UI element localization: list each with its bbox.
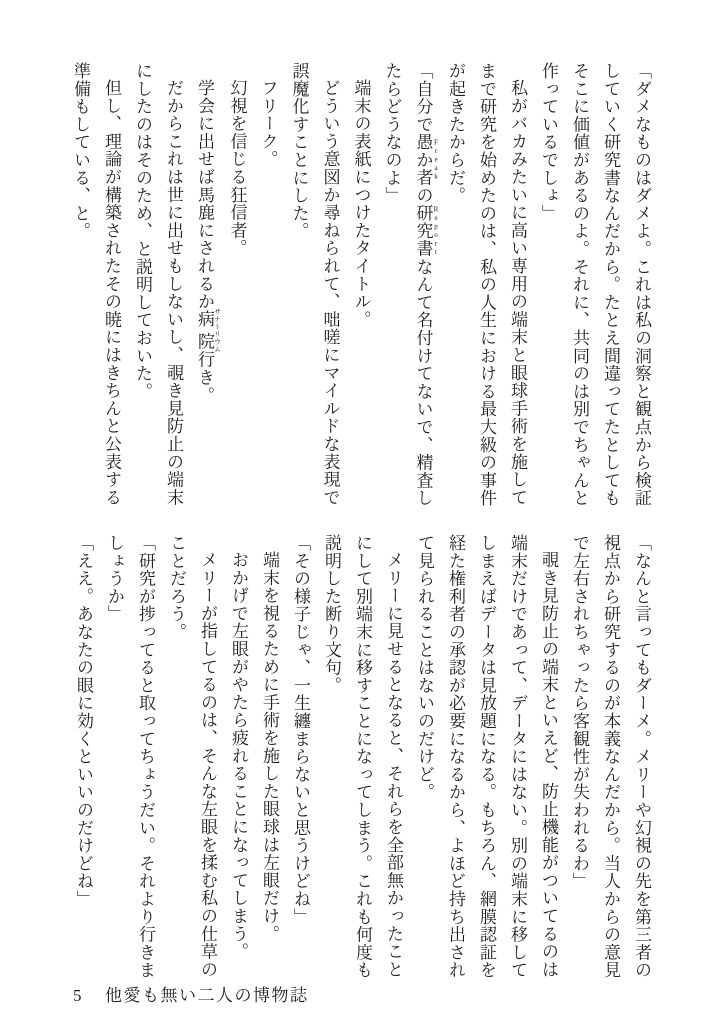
paragraph: 「研究が捗ってると取ってちょうだい。それより行きま しょうか」 xyxy=(105,534,155,979)
paragraph: だからこれは世に出せもしないし、覗き見防止の端末 にしたのはそのため、と説明しておいた。 xyxy=(133,62,183,507)
text-block-bottom xyxy=(68,534,657,996)
text-block-top xyxy=(65,62,657,524)
running-title: 他愛も無い二人の博物誌 xyxy=(105,986,309,1005)
paragraph: メリーに見せるとなると、それらを全部無かったこと にして別端末に移すことになってしまう。これも何度も 説明した断り文句。 xyxy=(322,534,403,979)
paragraph: おかげで左眼がやたら疲れることになってしまう。 xyxy=(229,551,248,961)
paragraph: 学会に出せば馬鹿にされるか病院 サナトリウム行き。 xyxy=(195,79,222,405)
paragraph: 端末を視るために手術を施した眼球は左眼だけ。 xyxy=(260,551,279,943)
paragraph: 「自分で愚か者 Freakの研究書 Reportなんて名付けてないで、精査し たらどうなのよ」 xyxy=(382,62,440,508)
page-number: 5 xyxy=(73,986,83,1005)
paragraph: 「ええ。あなたの眼に効くといいのだけどね」 xyxy=(74,534,93,908)
paragraph: 覗き見防止の端末といえど、防止機能がついてるのは 端末だけであって、データにはない。別の端末に移して しまえばデータは見放題になる。もちろん、網膜認証を 経た権利者の承認が必要になるから、よほど持ち出され て見られることはないのだけど。 xyxy=(415,534,558,979)
paragraph: 端末の表紙につけたタイトル。 xyxy=(351,79,371,329)
paragraph: 「その様子じゃ、一生纏まらないと思うけどね」 xyxy=(291,534,310,926)
paragraph: 幻視を信じる狂信者。 xyxy=(227,79,247,257)
ruby-annotated-text: 研究書 Report xyxy=(413,204,440,258)
paragraph: 私がバカみたいに高い専用の端末と眼球手術を施して まで研究を始めたのは、私の人生における最大級の事件 が起きたからだ。 xyxy=(446,62,527,507)
paragraph: どういう意図か尋ねられて、咄嗟にマイルドな表現で 誤魔化すことにした。 xyxy=(289,62,340,507)
page-footer xyxy=(73,981,309,1006)
paragraph: 「ダメなものはダメよ。これは私の洞察と観点から検証 していく研究書なんだから。たとえ間違ってたとしても そこに価値があるのよ。それに、共同のは別でちゃんと 作っているでしょ」 xyxy=(539,62,651,507)
paragraph: メリーが指してるのは、そんな左眼を揉む私の仕草の ことだろう。 xyxy=(167,534,217,979)
paragraph: 「なんと言ってもダーメ。メリーや幻視の先を第三者の 視点から研究するのが本義なんだから。当人からの意見 で左右されちゃったら客観性が失われるわ」 xyxy=(570,534,651,979)
paragraph: 但し、理論が構築されたその暁にはきちんと公表する 準備もしている、と。 xyxy=(71,62,121,507)
paragraph: フリーク。 xyxy=(258,79,278,168)
ruby-annotated-text: 愚か者 Freak xyxy=(413,133,440,187)
ruby-annotated-text: 病院 サナトリウム xyxy=(195,308,222,354)
